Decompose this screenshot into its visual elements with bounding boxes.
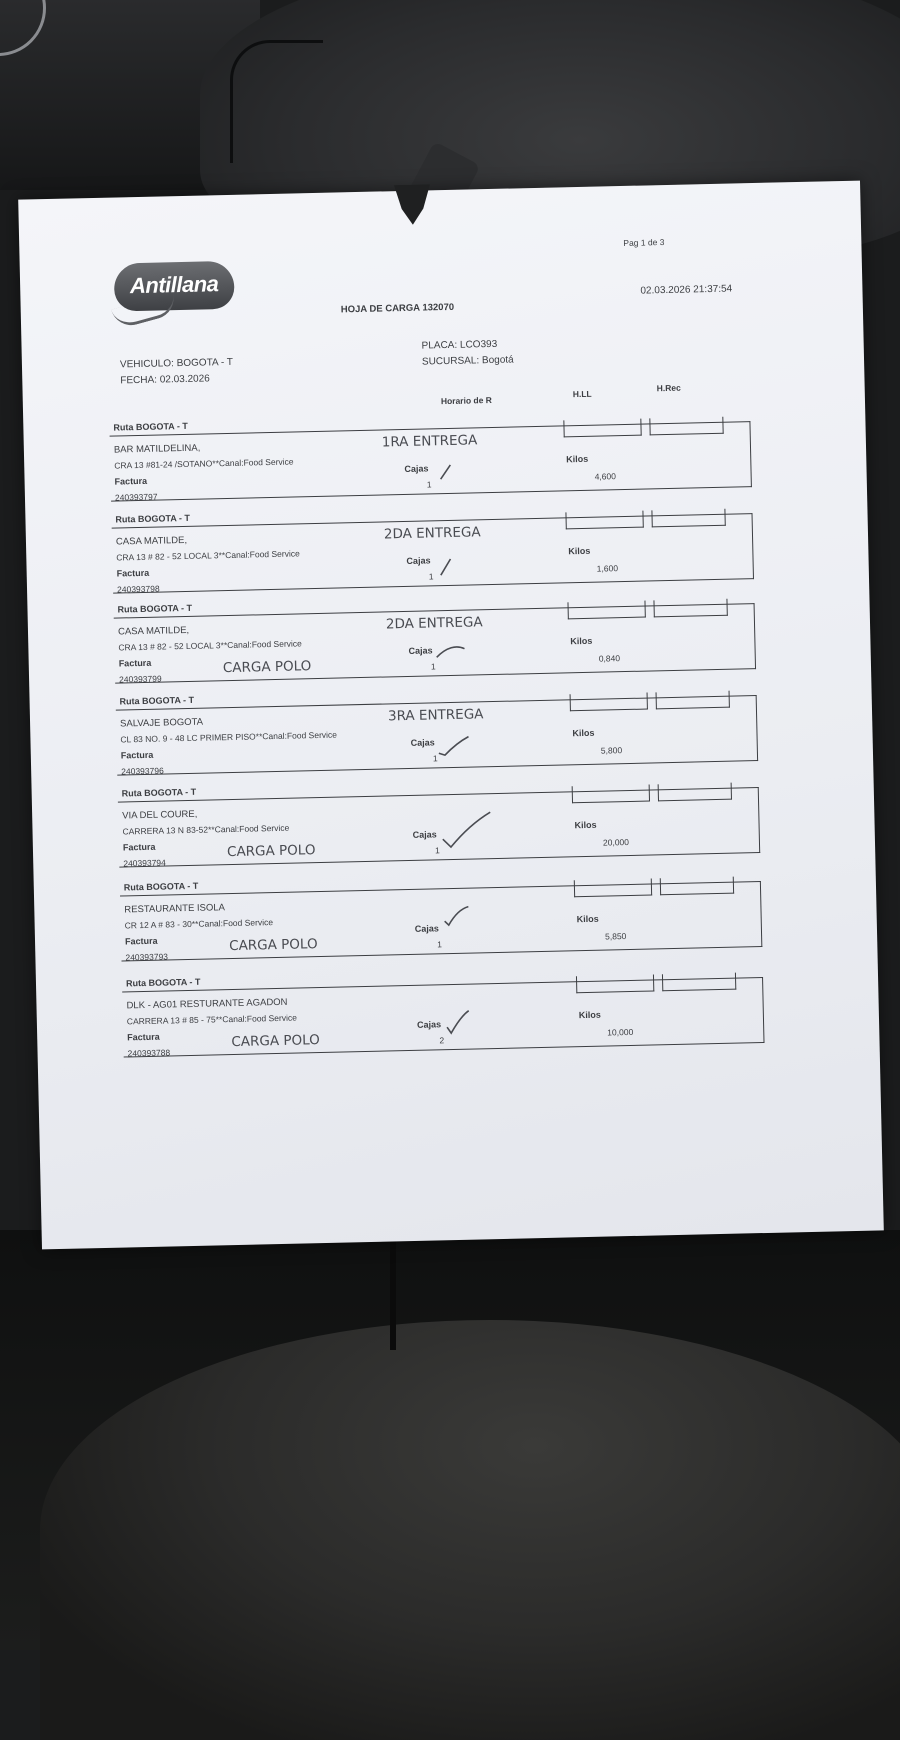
seat-seam (390, 1230, 396, 1350)
handwritten-note: 3RA ENTREGA (387, 706, 484, 725)
kilos-value: 10,000 (607, 1026, 634, 1038)
arrival-time-box[interactable] (567, 601, 645, 620)
route-label: Ruta BOGOTA - T (113, 420, 188, 433)
paper-notch (394, 184, 431, 225)
kilos-value: 5,850 (604, 931, 627, 942)
customer-name: VIA DEL COURE, (122, 808, 198, 822)
invoice-label: Factura (127, 1031, 160, 1043)
handwritten-polo-note: CARGA POLO (226, 842, 316, 861)
route-label: Ruta BOGOTA - T (121, 786, 197, 799)
invoice-label: Factura (120, 749, 154, 761)
kilos-label: Kilos (568, 545, 591, 557)
delivery-entry (122, 977, 764, 1058)
boxes-value: 1 (428, 571, 434, 582)
check-mark-icon (438, 902, 479, 931)
boxes-label: Cajas (404, 463, 429, 474)
check-mark-icon (432, 638, 473, 667)
boxes-value: 1 (430, 661, 436, 672)
header-hrec: H.Rec (656, 382, 681, 394)
route-label: Ruta BOGOTA - T (119, 694, 195, 707)
check-mark-icon (428, 457, 469, 486)
kilos-label: Kilos (572, 727, 595, 739)
boxes-value: 2 (439, 1035, 445, 1046)
check-mark-icon (436, 810, 497, 851)
customer-name: SALVAJE BOGOTA (119, 716, 204, 730)
customer-name: DLK - AG01 RESTURANTE AGADON (126, 996, 288, 1012)
route-label: Ruta BOGOTA - T (117, 602, 193, 615)
kilos-label: Kilos (574, 819, 597, 831)
customer-name: CASA MATILDE, (117, 624, 190, 638)
delivery-entry (112, 513, 754, 594)
customer-address: CL 83 NO. 9 - 48 LC PRIMER PISO**Canal:Food Service (120, 729, 338, 745)
page-title: HOJA DE CARGA 132070 (340, 301, 455, 316)
boxes-label: Cajas (406, 555, 431, 566)
receipt-time-box[interactable] (651, 509, 725, 528)
handwritten-note: 1RA ENTREGA (381, 432, 478, 451)
customer-name: CASA MATILDE, (115, 534, 188, 548)
vehicle-label: VEHICULO: BOGOTA - T (119, 356, 234, 371)
route-label: Ruta BOGOTA - T (115, 512, 191, 525)
customer-address: CRA 13 #81-24 /SOTANO**Canal:Food Service (114, 456, 294, 471)
arrival-time-box[interactable] (570, 693, 648, 712)
check-mark-icon (430, 549, 471, 578)
delivery-entry (120, 881, 762, 962)
boxes-value: 1 (426, 479, 432, 490)
page-indicator: Pag 1 de 3 (623, 237, 665, 248)
customer-address: CARRERA 13 N 83-52**Canal:Food Service (122, 822, 290, 837)
print-datetime: 02.03.2026 21:37:54 (640, 283, 733, 297)
receipt-time-box[interactable] (653, 599, 727, 618)
kilos-value: 5,800 (600, 745, 623, 756)
kilos-value: 1,600 (596, 563, 619, 574)
arrival-time-box[interactable] (565, 511, 643, 530)
kilos-value: 20,000 (602, 836, 630, 848)
delivery-entry (110, 421, 752, 502)
plate-label: PLACA: LCO393 (421, 338, 498, 352)
boxes-label: Cajas (416, 1019, 442, 1030)
invoice-number: 240393788 (127, 1047, 171, 1059)
handwritten-note: 2DA ENTREGA (385, 614, 483, 633)
route-label: Ruta BOGOTA - T (125, 976, 201, 989)
header-horario: Horario de R (440, 394, 492, 407)
kilos-value: 4,600 (594, 471, 617, 482)
boxes-label: Cajas (410, 737, 435, 748)
receipt-time-box[interactable] (662, 973, 736, 992)
invoice-label: Factura (122, 841, 156, 853)
kilos-label: Kilos (570, 635, 593, 647)
receipt-time-box[interactable] (656, 691, 730, 710)
invoice-label: Factura (114, 475, 148, 487)
gauge-icon (0, 0, 46, 56)
kilos-label: Kilos (578, 1009, 601, 1021)
cable (230, 40, 323, 163)
route-label: Ruta BOGOTA - T (123, 880, 199, 893)
invoice-number: 240393794 (123, 857, 166, 869)
delivery-entry (114, 603, 756, 684)
check-mark-icon (441, 1008, 482, 1037)
boxes-value: 1 (432, 753, 438, 764)
kilos-value: 0,840 (598, 653, 621, 664)
handwritten-polo-note: CARGA POLO (222, 658, 312, 677)
boxes-label: Cajas (412, 829, 437, 840)
kilos-label: Kilos (576, 913, 599, 925)
background-knee (40, 1320, 900, 1740)
invoice-number: 240393798 (116, 583, 160, 595)
customer-address: CR 12 A # 83 - 30**Canal:Food Service (124, 917, 274, 931)
invoice-label: Factura (124, 935, 158, 947)
customer-address: CRA 13 # 82 - 52 LOCAL 3**Canal:Food Service (116, 548, 300, 563)
invoice-number: 240393796 (121, 765, 164, 777)
receipt-time-box[interactable] (660, 877, 734, 896)
handwritten-note: 2DA ENTREGA (383, 524, 481, 543)
customer-address: CARRERA 13 # 85 - 75**Canal:Food Service (126, 1012, 298, 1027)
handwritten-polo-note: CARGA POLO (229, 936, 318, 955)
receipt-time-box[interactable] (649, 417, 723, 436)
header-hll: H.LL (572, 388, 592, 400)
delivery-entry (118, 787, 760, 868)
arrival-time-box[interactable] (574, 878, 652, 897)
invoice-label: Factura (116, 567, 150, 579)
load-sheet (18, 181, 884, 1250)
delivery-entry (116, 695, 758, 776)
boxes-label: Cajas (414, 923, 439, 934)
invoice-label: Factura (118, 657, 152, 669)
date-label: FECHA: 02.03.2026 (120, 373, 210, 387)
check-mark-icon (434, 730, 475, 759)
boxes-value: 1 (434, 845, 440, 856)
customer-address: CRA 13 # 82 - 52 LOCAL 3**Canal:Food Service (118, 638, 302, 653)
boxes-label: Cajas (408, 645, 433, 656)
invoice-number: 240393793 (125, 951, 169, 963)
receipt-time-box[interactable] (658, 783, 732, 802)
invoice-number: 240393799 (118, 673, 162, 685)
arrival-time-box[interactable] (563, 419, 641, 438)
kilos-label: Kilos (566, 453, 589, 465)
customer-name: RESTAURANTE ISOLA (124, 902, 226, 916)
brand-logo: Antillana (114, 261, 235, 312)
boxes-value: 1 (437, 939, 443, 950)
invoice-number: 240393797 (114, 491, 158, 503)
arrival-time-box[interactable] (576, 974, 654, 993)
handwritten-polo-note: CARGA POLO (231, 1032, 320, 1051)
customer-name: BAR MATILDELINA, (113, 442, 201, 456)
branch-label: SUCURSAL: Bogotá (421, 354, 514, 368)
arrival-time-box[interactable] (572, 785, 650, 804)
